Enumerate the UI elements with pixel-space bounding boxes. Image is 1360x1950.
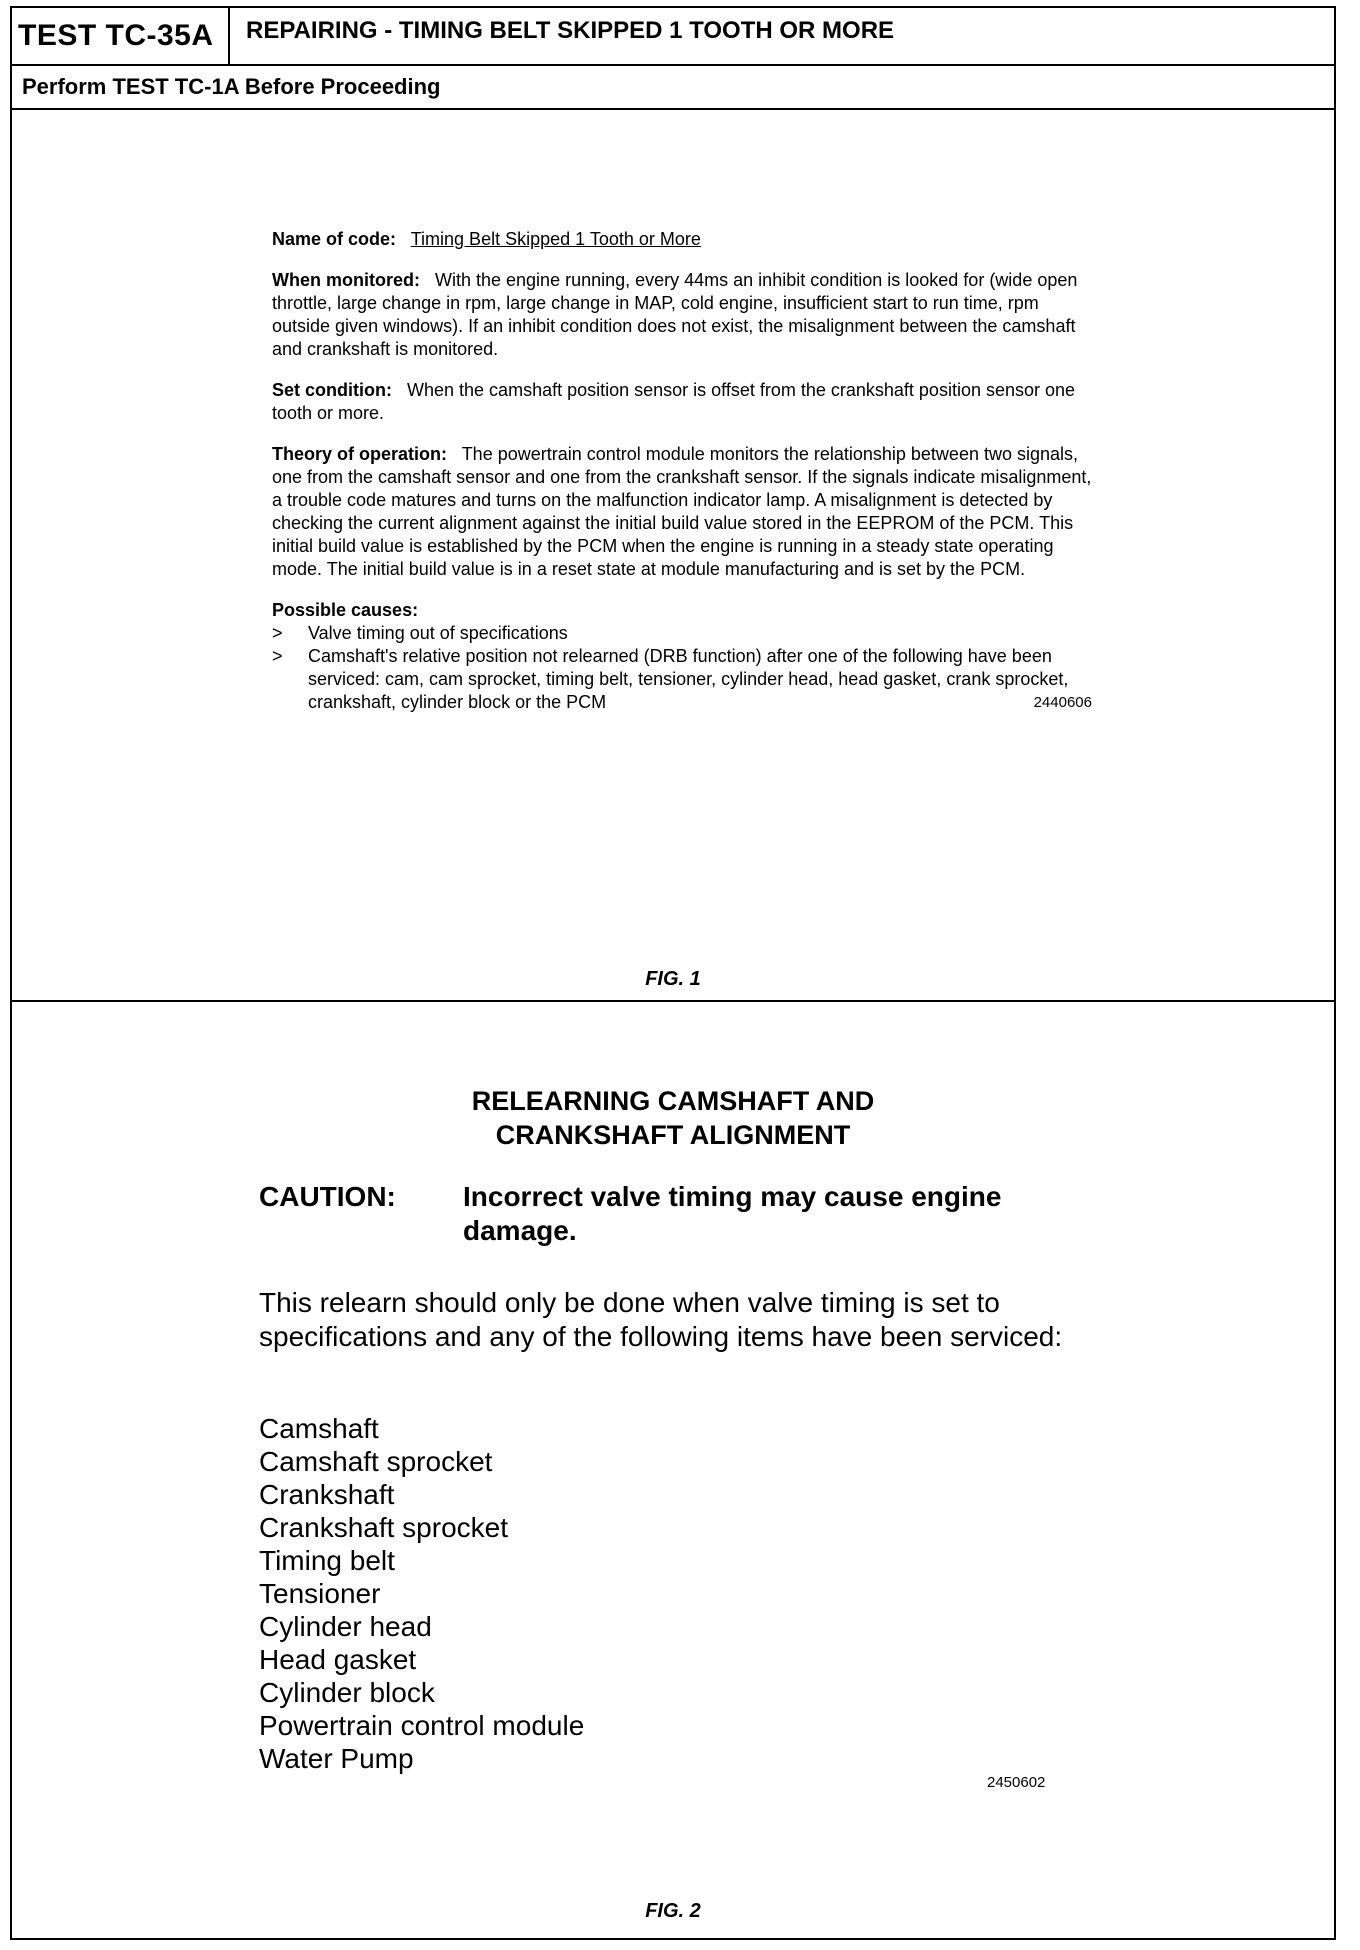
when-monitored-label: When monitored: <box>272 270 420 290</box>
list-item: Powertrain control module <box>259 1710 585 1741</box>
figure-2-panel <box>12 1002 1334 1938</box>
list-item <box>272 622 1092 645</box>
figure-2-caption: FIG. 2 <box>645 1900 701 1922</box>
relearn-heading-line-2: CRANKSHAFT ALIGNMENT <box>495 1120 851 1150</box>
document-frame <box>10 6 1336 1940</box>
relearn-heading <box>12 1084 1334 1152</box>
set-condition-label: Set condition: <box>272 380 392 400</box>
bullet-icon: > <box>272 623 283 643</box>
when-monitored-row <box>272 269 1092 361</box>
relearn-intro: This relearn should only be done when valve timing is set to specifications and any of the following items have been serviced: <box>259 1287 1063 1352</box>
theory-row <box>272 443 1092 581</box>
set-condition-row <box>272 379 1092 425</box>
list-item: Crankshaft <box>259 1479 395 1510</box>
possible-causes-label: Possible causes: <box>272 600 419 620</box>
list-item: Crankshaft sprocket <box>259 1512 508 1543</box>
code-name-row <box>272 228 1092 251</box>
code-name-label: Name of code: <box>272 229 397 249</box>
possible-causes <box>272 599 1092 714</box>
cause-text: Valve timing out of specifications <box>308 623 568 643</box>
figure-ref-number: 2440606 <box>1033 694 1092 711</box>
list-item: Tensioner <box>259 1578 381 1609</box>
list-item: Cylinder block <box>259 1677 435 1708</box>
list-item <box>272 645 1092 714</box>
causes-list <box>272 622 1092 714</box>
when-monitored-text: With the engine running, every 44ms an inhibit condition is looked for (wide open throttle, large change in rpm, large change in MAP, cold engine, insufficient start to run time, rpm outside given windows). If an inhibit condition does not exist, the misalignment between the camshaft and crankshaft is monitored. <box>272 270 1078 359</box>
prerequisite-line: Perform TEST TC-1A Before Proceeding <box>12 66 1334 110</box>
list-item: Head gasket <box>259 1644 417 1675</box>
figure-ref-number: 2450602 <box>987 1774 1046 1791</box>
cause-text: Camshaft's relative position not relearned (DRB function) after one of the following have been serviced: cam, cam sprocket, timing belt, tensioner, cylinder head, head gasket, crank sprocket, crankshaft, cylinder block or the PCM <box>308 646 1069 712</box>
list-item: Cylinder head <box>259 1611 432 1642</box>
set-condition-text: When the camshaft position sensor is offset from the crankshaft position sensor one tooth or more. <box>272 380 1076 423</box>
code-name-value: Timing Belt Skipped 1 Tooth or More <box>410 229 701 249</box>
list-item: Camshaft <box>259 1413 379 1444</box>
list-item: Timing belt <box>259 1545 395 1576</box>
test-id-tag: TEST TC-35A <box>12 8 230 64</box>
theory-label: Theory of operation: <box>272 444 447 464</box>
theory-text: The powertrain control module monitors the relationship between two signals, one from the camshaft sensor and one from the crankshaft sensor. If the signals indicate misalignment, a trouble code matures and turns on the malfunction indicator lamp. A misalignment is detected by checking the current alignment against the initial build value stored in the EEPROM of the PCM. This initial build value is established by the PCM when the engine is running in a steady state operating mode. The initial build value is in a reset state at module manufacturing and is set by the PCM. <box>272 444 1092 579</box>
caution-text: Incorrect valve timing may cause engine damage. <box>463 1181 1002 1246</box>
list-item: Water Pump <box>259 1743 414 1774</box>
figure-1-caption: FIG. 1 <box>645 968 701 990</box>
code-description <box>272 228 1092 714</box>
bullet-icon: > <box>272 646 283 666</box>
serviced-items-list <box>259 1412 1109 1775</box>
test-title: REPAIRING - TIMING BELT SKIPPED 1 TOOTH OR MORE <box>246 17 895 44</box>
relearn-body <box>259 1286 1109 1775</box>
test-header <box>12 8 1334 66</box>
list-item: Camshaft sprocket <box>259 1446 493 1477</box>
caution-label: CAUTION: <box>259 1181 396 1212</box>
relearn-heading-line-1: RELEARNING CAMSHAFT AND <box>471 1086 875 1116</box>
figure-1-panel <box>12 110 1334 1002</box>
